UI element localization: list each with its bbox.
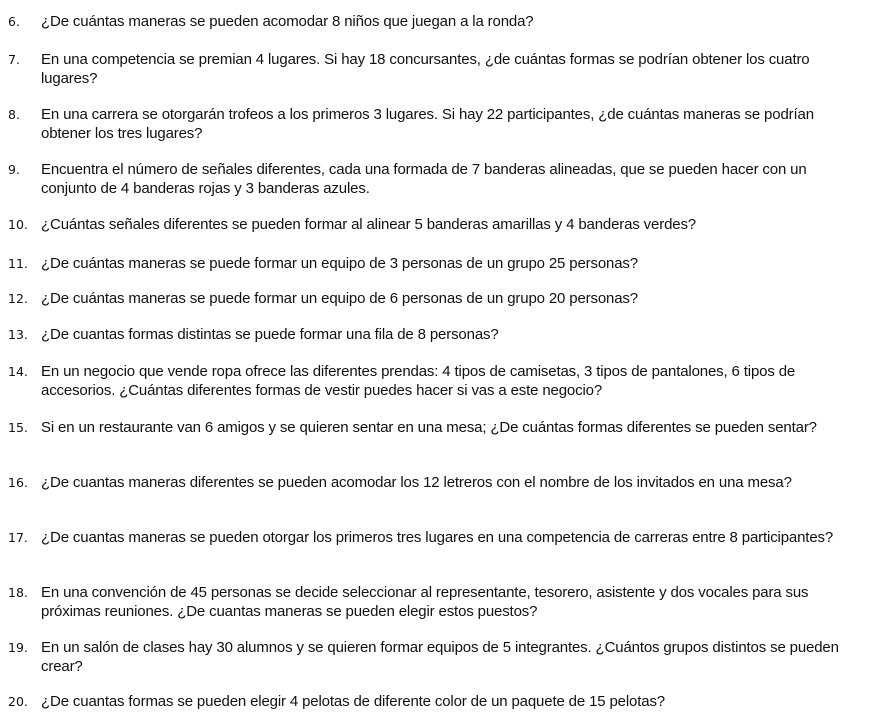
- problem-text: ¿De cuantas formas se pueden elegir 4 pelotas de diferente color de un paquete de 15 pelotas?: [41, 693, 665, 710]
- problem-number: 13.: [8, 327, 28, 342]
- problem-number: 20.: [8, 694, 28, 709]
- problem-number: 19.: [8, 640, 28, 655]
- problem-text: En una convención de 45 personas se decide seleccionar al representante, tesorero, asistente y dos vocales para sus próximas reuniones. ¿De cuantas maneras se pueden elegir estos puestos?: [41, 584, 809, 620]
- problem-text: En un negocio que vende ropa ofrece las diferentes prendas: 4 tipos de camisetas, 3 tipos de pantalones, 6 tipos de accesorios. ¿Cuántas diferentes formas de vestir puedes hacer si vas a este negocio?: [41, 363, 796, 399]
- problem-text: ¿De cuántas maneras se pueden acomodar 8 niños que juegan a la ronda?: [41, 13, 534, 30]
- problem-text: ¿De cuantas maneras diferentes se pueden acomodar los 12 letreros con el nombre de los invitados en una mesa?: [41, 474, 792, 491]
- problem-number: 15.: [8, 420, 28, 435]
- problem-text: En un salón de clases hay 30 alumnos y se quieren formar equipos de 5 integrantes. ¿Cuántos grupos distintos se pueden crear?: [41, 639, 839, 675]
- problem-number: 6.: [8, 14, 20, 29]
- problem-number: 17.: [8, 530, 28, 545]
- problem-text: Encuentra el número de señales diferentes, cada una formada de 7 banderas alineadas, que se pueden hacer con un conjunto de 4 banderas rojas y 3 banderas azules.: [41, 161, 807, 197]
- problem-number: 8.: [8, 107, 20, 122]
- problem-number: 9.: [8, 162, 20, 177]
- problem-text: ¿De cuantas formas distintas se puede formar una fila de 8 personas?: [41, 326, 499, 343]
- problem-number: 16.: [8, 475, 28, 490]
- problem-text: ¿De cuantas maneras se pueden otorgar los primeros tres lugares en una competencia de carreras entre 8 participantes?: [41, 529, 834, 546]
- problem-number: 18.: [8, 585, 28, 600]
- problem-text: Si en un restaurante van 6 amigos y se quieren sentar en una mesa; ¿De cuántas formas diferentes se pueden sentar?: [41, 419, 817, 436]
- problem-number: 12.: [8, 291, 28, 306]
- problem-text: ¿Cuántas señales diferentes se pueden formar al alinear 5 banderas amarillas y 4 banderas verdes?: [41, 216, 697, 233]
- problem-number: 11.: [8, 256, 28, 271]
- problem-text: En una carrera se otorgarán trofeos a los primeros 3 lugares. Si hay 22 participantes, ¿de cuántas maneras se podrían obtener los tres lugares?: [41, 106, 814, 142]
- problem-number: 10.: [8, 217, 28, 232]
- problem-number: 14.: [8, 364, 28, 379]
- problem-text: ¿De cuántas maneras se puede formar un equipo de 3 personas de un grupo 25 personas?: [41, 255, 638, 272]
- problem-text: ¿De cuántas maneras se puede formar un equipo de 6 personas de un grupo 20 personas?: [41, 290, 638, 307]
- problem-number: 7.: [8, 52, 20, 67]
- problem-text: En una competencia se premian 4 lugares. Si hay 18 concursantes, ¿de cuántas formas se podrían obtener los cuatro lugares?: [41, 51, 810, 87]
